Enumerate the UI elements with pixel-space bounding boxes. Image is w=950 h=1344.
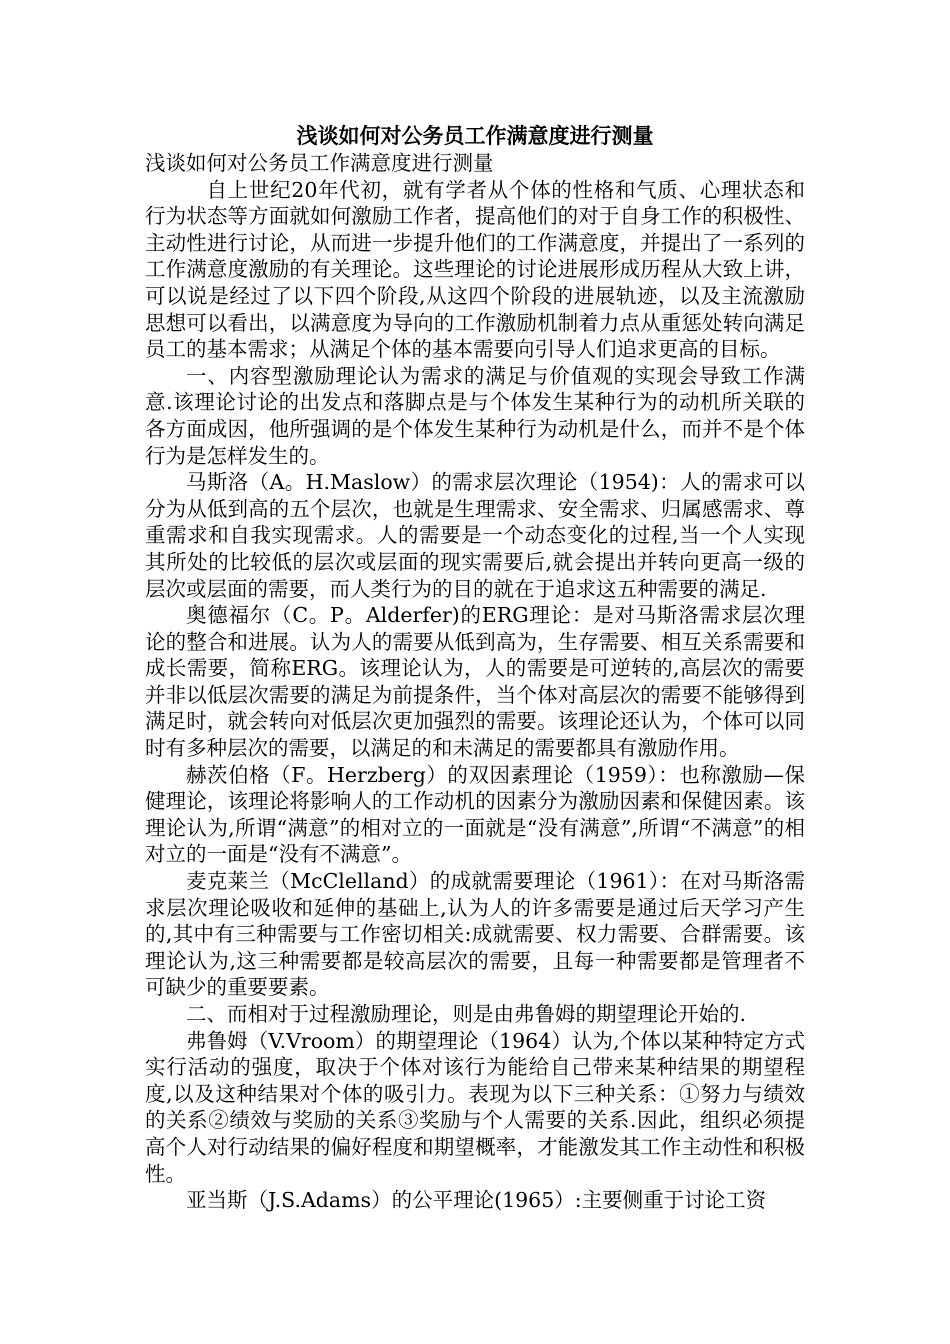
paragraph-intro: 自上世纪20年代初，就有学者从个体的性格和气质、心理状态和行为状态等方面就如何激励工作者，提高他们的对于自身工作的积极性、主动性进行讨论，从而进一步提升他们的工作满意度，并提出了一系列的工作满意度激励的有关理论。这些理论的讨论进展形成历程从大致上讲，可以说是经过了以下四个阶段,从这四个阶段的进展轨迹，以及主流激励思想可以看出，以满意度为导向的工作激励机制着力点从重惩处转向满足员工的基本需求；从满足个体的基本需要向引导人们追求更高的目标。: [145, 177, 805, 362]
paragraph-adams: 亚当斯（J.S.Adams）的公平理论(1965）:主要侧重于讨论工资: [186, 1188, 767, 1213]
document-subtitle: 浅谈如何对公务员工作满意度进行测量: [145, 151, 494, 175]
paragraph-process-theory: 二、而相对于过程激励理论，则是由弗鲁姆的期望理论开始的.: [186, 1002, 747, 1026]
paragraph-alderfer: 奥德福尔（C。P。Alderfer)的ERG理论：是对马斯洛需求层次理论的整合和进展。认为人的需要从低到高为，生存需要、相互关系需要和成长需要，简称ERG。该理论认为，人的需要是可逆转的,高层次的需要并非以低层次需要的满足为前提条件，当个体对高层次的需要不能够得到满足时，就会转向对低层次更加强烈的需要。该理论还认为，个体可以同时有多种层次的需要，以满足的和未满足的需要都具有激励作用。: [145, 603, 805, 761]
paragraph-content-theory: 一、内容型激励理论认为需求的满足与价值观的实现会导致工作满意.该理论讨论的出发点和落脚点是与个体发生某种行为的动机所关联的各方面成因，他所强调的是个体发生某种行为动机是什么，而并不是个体行为是怎样发生的。: [145, 363, 805, 468]
document-body: [145, 150, 805, 1214]
document-title: 浅谈如何对公务员工作满意度进行测量: [296, 124, 654, 148]
paragraph-vroom: 弗鲁姆（V.Vroom）的期望理论（1964）认为,个体以某种特定方式实行活动的强度，取决于个体对该行为能给自己带来某种结果的期望程度,以及这种结果对个体的吸引力。表现为以下三种关系：①努力与绩效的关系②绩效与奖励的关系③奖励与个人需要的关系.因此，组织必须提高个人对行动结果的偏好程度和期望概率，才能激发其工作主动性和积极性。: [145, 1028, 805, 1186]
paragraph-herzberg: 赫茨伯格（F。Herzberg）的双因素理论（1959）：也称激励—保健理论，该理论将影响人的工作动机的因素分为激励因素和保健因素。该理论认为,所谓“满意”的相对立的一面就是“没有满意”,所谓“不满意”的相对立的一面是“没有不满意”。: [145, 762, 805, 867]
paragraph-maslow: 马斯洛（A。H.Maslow）的需求层次理论（1954)：人的需求可以分为从低到高的五个层次，也就是生理需求、安全需求、归属感需求、尊重需求和自我实现需求。人的需要是一个动态变化的过程,当一个人实现其所处的比较低的层次或层面的现实需要后,就会提出并转向更高一级的层次或层面的需要，而人类行为的目的就在于追求这五种需要的满足.: [145, 470, 805, 601]
paragraph-mcclelland: 麦克莱兰（McClelland）的成就需要理论（1961）：在对马斯洛需求层次理论吸收和延伸的基础上,认为人的许多需要是通过后天学习产生的,其中有三种需要与工作密切相关:成就需要、权力需要、合群需要。该理论认为,这三种需要都是较高层次的需要，且每一种需要都是管理者不可缺少的重要要素。: [145, 869, 805, 1000]
